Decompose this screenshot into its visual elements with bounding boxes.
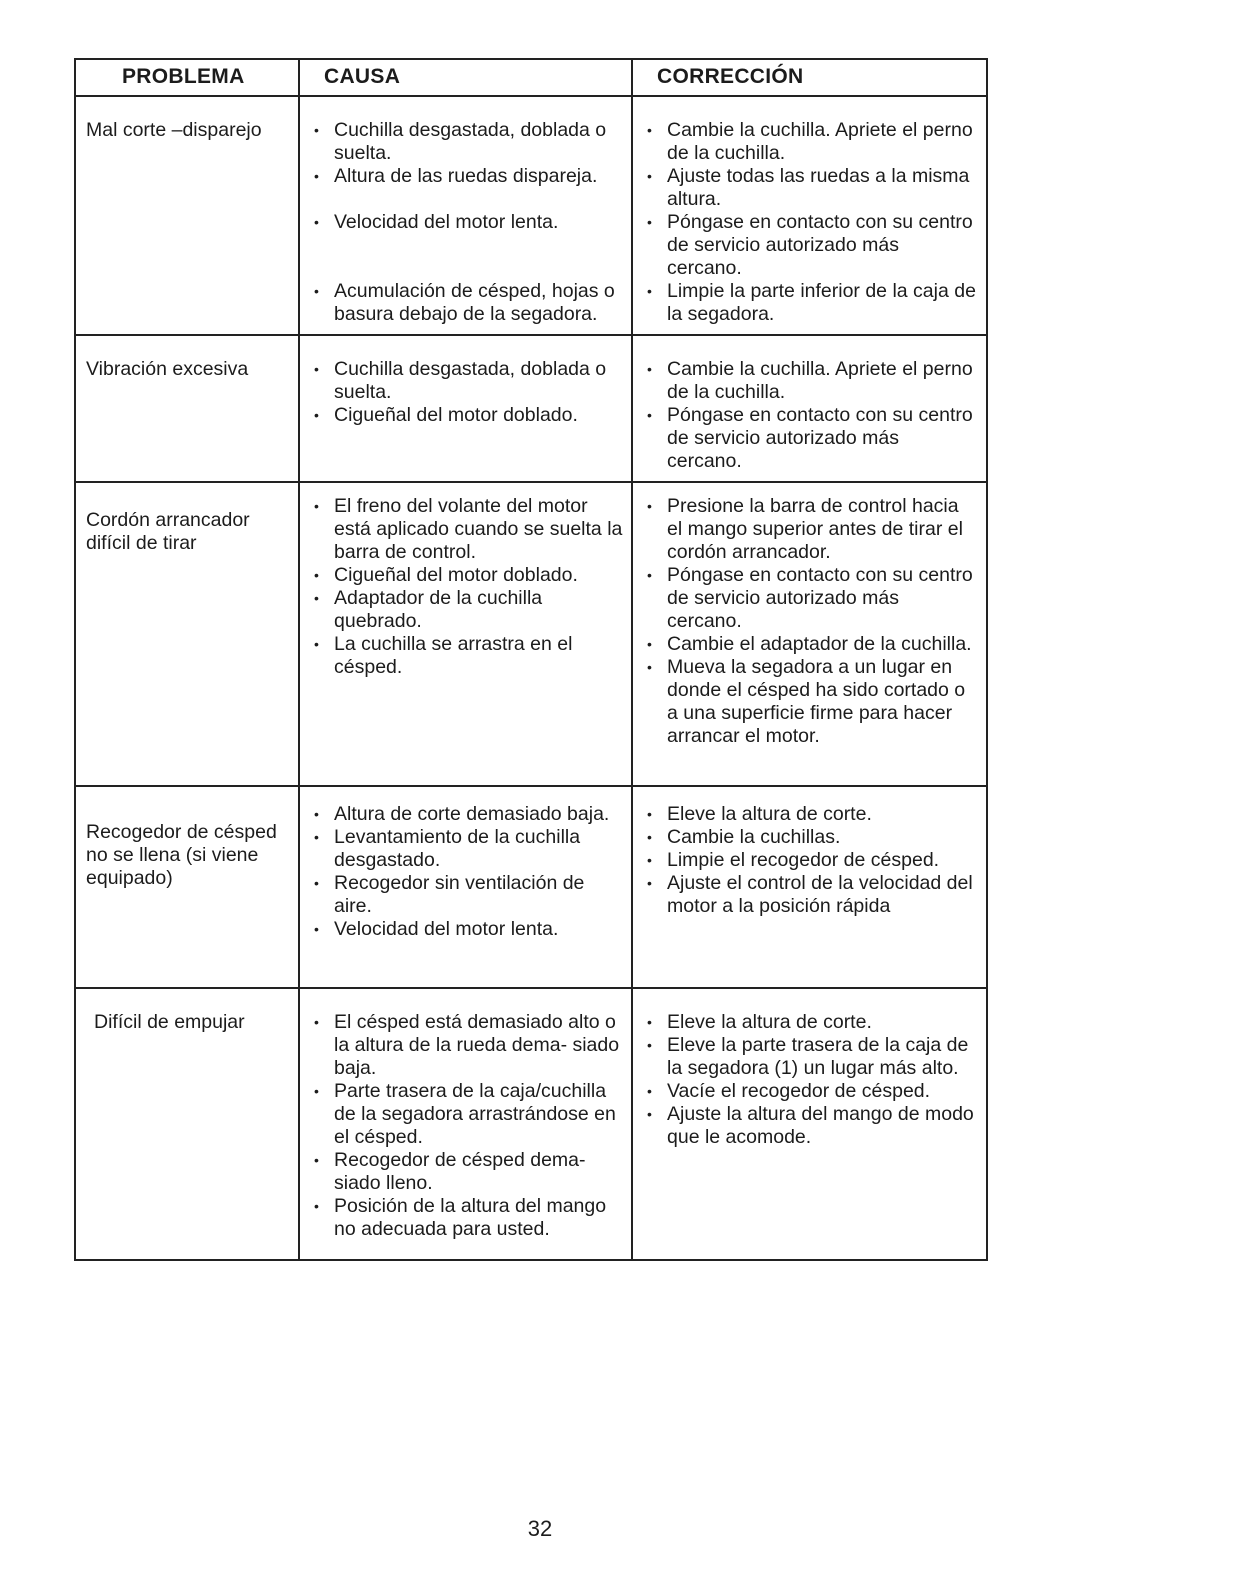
cause-list	[312, 803, 623, 941]
correction-item: • Mueva la segadora a un lugar en donde el césped ha sido cortado o a una superficie firme para hacer arrancar el motor.	[645, 656, 978, 748]
cause-item: • El freno del volante del motor está aplicado cuando se suelta la barra de control.	[312, 495, 623, 564]
cause-cell	[299, 988, 632, 1260]
correction-cell	[632, 786, 987, 988]
cause-list	[312, 495, 623, 679]
cause-cell	[299, 482, 632, 786]
cause-cell	[299, 96, 632, 335]
cause-item: • Cigueñal del motor doblado.	[312, 564, 623, 587]
correction-item: • Presione la barra de control hacia el mango superior antes de tirar el cordón arrancador.	[645, 495, 978, 564]
correction-cell	[632, 96, 987, 335]
correction-item: • Vacíe el recogedor de césped.	[645, 1080, 978, 1103]
correction-item: • Cambie la cuchillas.	[645, 826, 978, 849]
correction-item: • Cambie la cuchilla. Apriete el perno de la cuchilla.	[645, 119, 978, 165]
correction-list	[645, 1011, 978, 1149]
table-row	[75, 988, 987, 1260]
correction-item: • Póngase en contacto con su centro de servicio autorizado más cercano.	[645, 564, 978, 633]
cause-item: • Recogedor sin ventilación de aire.	[312, 872, 623, 918]
cause-item: • Parte trasera de la caja/cuchilla de la segadora arrastrándose en el césped.	[312, 1080, 623, 1149]
table-row	[75, 482, 987, 786]
correction-item: • Póngase en contacto con su centro de servicio autorizado más cercano.	[645, 211, 978, 280]
cause-cell	[299, 786, 632, 988]
correction-item: • Ajuste el control de la velocidad del motor a la posición rápida	[645, 872, 978, 918]
correction-list	[645, 119, 978, 326]
correction-cell	[632, 482, 987, 786]
problem-cell: Cordón arrancador difícil de tirar	[75, 482, 299, 786]
cause-list	[312, 1011, 623, 1241]
correction-cell	[632, 335, 987, 482]
cause-cell	[299, 335, 632, 482]
cause-item: • Altura de las ruedas dispareja.	[312, 165, 623, 188]
cause-item: • Levantamiento de la cuchilla desgastado.	[312, 826, 623, 872]
correction-cell	[632, 988, 987, 1260]
correction-item: • Póngase en contacto con su centro de servicio autorizado más cercano.	[645, 404, 978, 473]
cause-item: • Altura de corte demasiado baja.	[312, 803, 623, 826]
correction-item: • Eleve la altura de corte.	[645, 1011, 978, 1034]
correction-item: • Ajuste todas las ruedas a la misma altura.	[645, 165, 978, 211]
correction-item: • Cambie el adaptador de la cuchilla.	[645, 633, 978, 656]
cause-item: • Velocidad del motor lenta.	[312, 918, 623, 941]
table-row	[75, 335, 987, 482]
cause-list	[312, 358, 623, 427]
correction-list	[645, 358, 978, 473]
correction-list	[645, 495, 978, 748]
troubleshooting-table	[74, 58, 988, 1261]
header-causa: CAUSA	[299, 59, 632, 96]
table-row	[75, 96, 987, 335]
problem-cell: Mal corte –disparejo	[75, 96, 299, 335]
cause-item: • Adaptador de la cuchilla quebrado.	[312, 587, 623, 633]
troubleshooting-table-container	[74, 58, 986, 1261]
cause-item: • El césped está demasiado alto o la altura de la rueda dema- siado baja.	[312, 1011, 623, 1080]
cause-item: • Velocidad del motor lenta.	[312, 211, 623, 234]
problem-cell: Recogedor de césped no se llena (si viene equipado)	[75, 786, 299, 988]
cause-item: • Cuchilla desgastada, doblada o suelta.	[312, 358, 623, 404]
problem-cell: Difícil de empujar	[75, 988, 299, 1260]
correction-item: • Cambie la cuchilla. Apriete el perno de la cuchilla.	[645, 358, 978, 404]
cause-item: • Cuchilla desgastada, doblada o suelta.	[312, 119, 623, 165]
cause-item: • Cigueñal del motor doblado.	[312, 404, 623, 427]
correction-item: • Eleve la parte trasera de la caja de la segadora (1) un lugar más alto.	[645, 1034, 978, 1080]
header-correccion: CORRECCIÓN	[632, 59, 987, 96]
correction-item: • Eleve la altura de corte.	[645, 803, 978, 826]
cause-list	[312, 119, 623, 326]
problem-cell: Vibración excesiva	[75, 335, 299, 482]
header-problema: PROBLEMA	[75, 59, 299, 96]
table-row	[75, 786, 987, 988]
cause-item: • Acumulación de césped, hojas o basura debajo de la segadora.	[312, 280, 623, 326]
correction-item: • Limpie el recogedor de césped.	[645, 849, 978, 872]
correction-list	[645, 803, 978, 918]
cause-item: • Recogedor de césped dema- siado lleno.	[312, 1149, 623, 1195]
page-number: 32	[527, 1516, 553, 1541]
correction-item: • Ajuste la altura del mango de modo que le acomode.	[645, 1103, 978, 1149]
cause-item: • Posición de la altura del mango no adecuada para usted.	[312, 1195, 623, 1241]
correction-item: • Limpie la parte inferior de la caja de la segadora.	[645, 280, 978, 326]
cause-item: • La cuchilla se arrastra en el césped.	[312, 633, 623, 679]
table-header-row	[75, 59, 987, 96]
